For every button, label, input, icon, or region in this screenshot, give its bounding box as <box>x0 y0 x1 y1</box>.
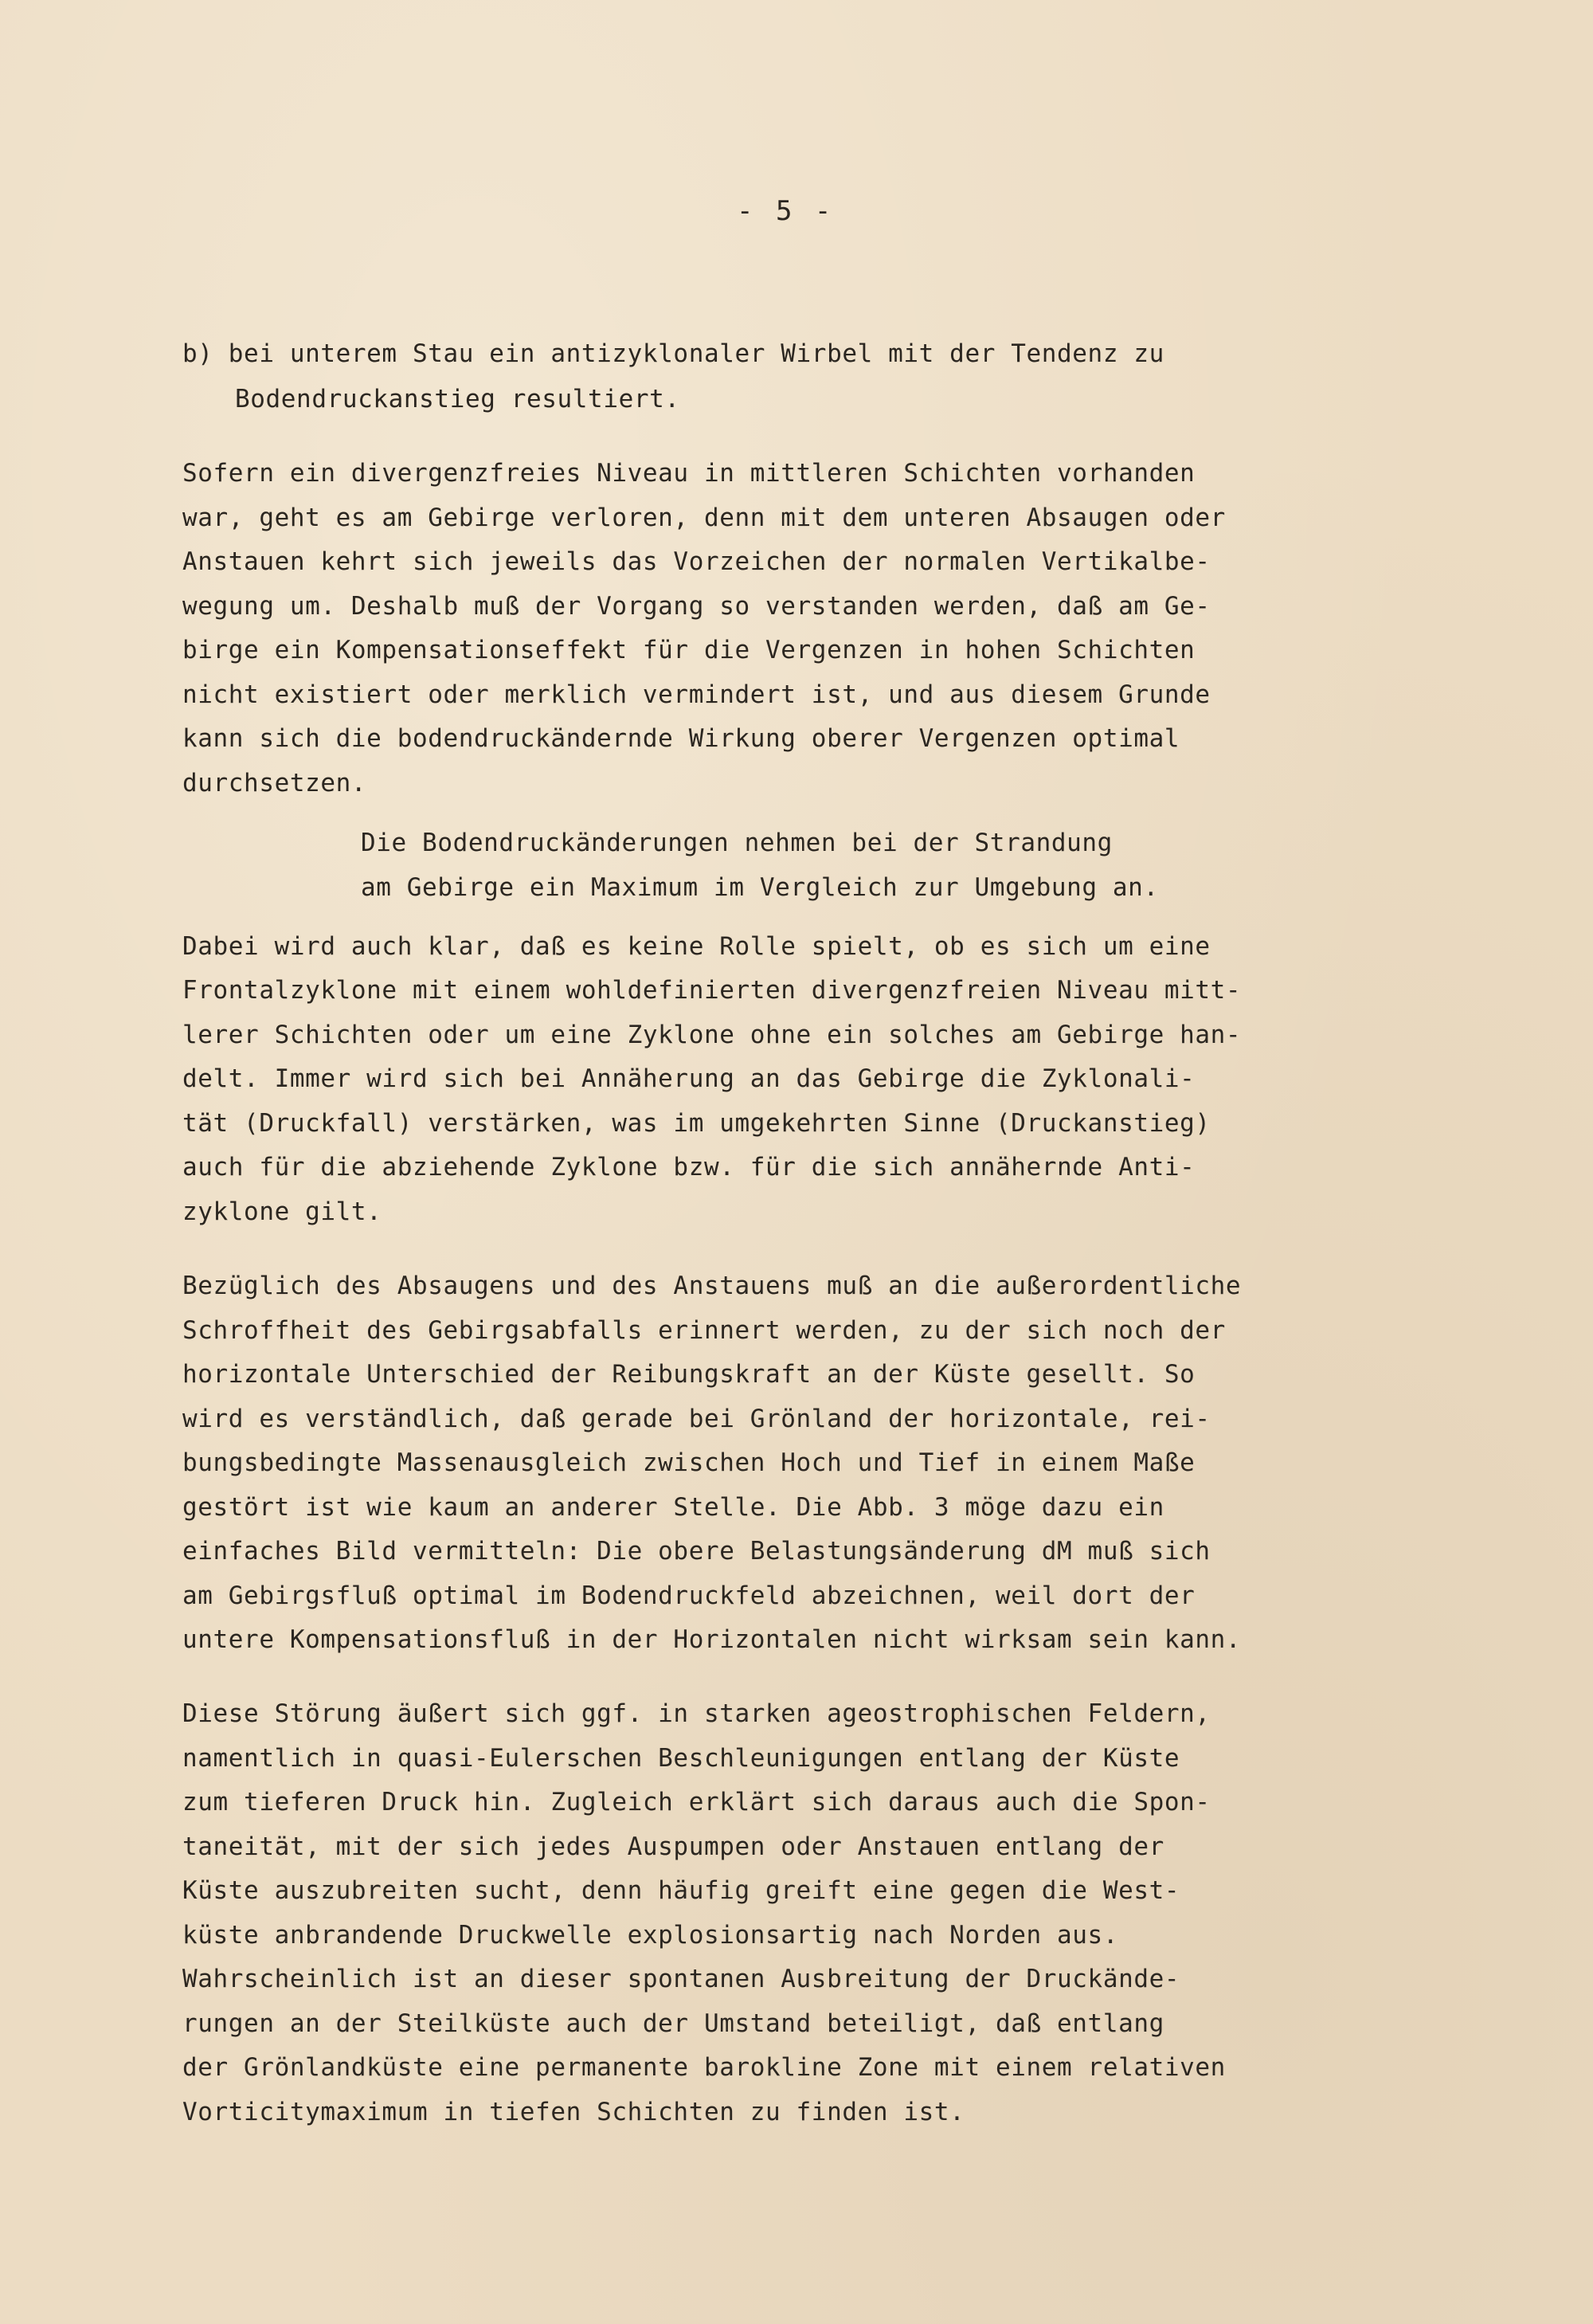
text-line: am Gebirge ein Maximum im Vergleich zur Umgebung an. <box>361 873 1159 902</box>
text-line: kann sich die bodendruckändernde Wirkung oberer Vergenzen optimal <box>182 724 1180 753</box>
text-line: einfaches Bild vermitteln: Die obere Belastungsänderung dM muß sich <box>182 1537 1211 1566</box>
text-line: delt. Immer wird sich bei Annäherung an das Gebirge die Zyklonali- <box>182 1064 1196 1093</box>
text-line: rungen an der Steilküste auch der Umstand beteiligt, daß entlang <box>182 2009 1164 2038</box>
text-line: tät (Druckfall) verstärken, was im umgekehrten Sinne (Druckanstieg) <box>182 1109 1211 1138</box>
text-line: Diese Störung äußert sich ggf. in starken ageostrophischen Feldern, <box>182 1699 1211 1728</box>
text-line: Bezüglich des Absaugens und des Anstauens muß an die außerordentliche <box>182 1272 1242 1300</box>
text-line: lerer Schichten oder um eine Zyklone ohne ein solches am Gebirge han- <box>182 1021 1242 1049</box>
text-line: küste anbrandende Druckwelle explosionsartig nach Norden aus. <box>182 1921 1119 1950</box>
text-line: taneität, mit der sich jedes Auspumpen oder Anstauen entlang der <box>182 1832 1164 1861</box>
text-line: Dabei wird auch klar, daß es keine Rolle spielt, ob es sich um eine <box>182 932 1211 961</box>
text-line: Bodendruckanstieg resultiert. <box>235 385 680 413</box>
text-line: war, geht es am Gebirge verloren, denn mit dem unteren Absaugen oder <box>182 504 1226 532</box>
text-line: nicht existiert oder merklich vermindert ist, und aus diesem Grunde <box>182 680 1211 709</box>
text-line: Vorticitymaximum in tiefen Schichten zu finden ist. <box>182 2098 965 2126</box>
text-line: Die Bodendruckänderungen nehmen bei der Strandung <box>361 829 1113 857</box>
text-line: auch für die abziehende Zyklone bzw. für die sich annähernde Anti- <box>182 1153 1196 1182</box>
text-line: untere Kompensationsfluß in der Horizontalen nicht wirksam sein kann. <box>182 1625 1242 1654</box>
page-number: - 5 - <box>737 195 835 227</box>
text-line: wegung um. Deshalb muß der Vorgang so verstanden werden, daß am Ge- <box>182 592 1211 621</box>
text-line: birge ein Kompensationseffekt für die Vergenzen in hohen Schichten <box>182 636 1196 664</box>
text-line: Schroffheit des Gebirgsabfalls erinnert werden, zu der sich noch der <box>182 1316 1226 1345</box>
text-line: wird es verständlich, daß gerade bei Grönland der horizontale, rei- <box>182 1405 1211 1433</box>
text-line: am Gebirgsfluß optimal im Bodendruckfeld abzeichnen, weil dort der <box>182 1581 1196 1610</box>
text-line: Frontalzyklone mit einem wohldefinierten divergenzfreien Niveau mitt- <box>182 976 1242 1005</box>
text-line: der Grönlandküste eine permanente barokline Zone mit einem relativen <box>182 2053 1226 2082</box>
text-line: Wahrscheinlich ist an dieser spontanen Ausbreitung der Druckände- <box>182 1965 1180 1993</box>
text-line: zum tieferen Druck hin. Zugleich erklärt sich daraus auch die Spon- <box>182 1788 1211 1816</box>
text-line: Küste auszubreiten sucht, denn häufig greift eine gegen die West- <box>182 1876 1180 1905</box>
text-line: namentlich in quasi-Eulerschen Beschleunigungen entlang der Küste <box>182 1744 1180 1773</box>
text-line: zyklone gilt. <box>182 1197 382 1226</box>
text-line: gestört ist wie kaum an anderer Stelle. Die Abb. 3 möge dazu ein <box>182 1493 1164 1522</box>
text-line: Sofern ein divergenzfreies Niveau in mittleren Schichten vorhanden <box>182 459 1196 488</box>
text-line: durchsetzen. <box>182 769 367 798</box>
text-line: horizontale Unterschied der Reibungskraft an der Küste gesellt. So <box>182 1360 1196 1389</box>
text-line: Anstauen kehrt sich jeweils das Vorzeichen der normalen Vertikalbe- <box>182 547 1211 576</box>
text-line: b) bei unterem Stau ein antizyklonaler Wirbel mit der Tendenz zu <box>182 339 1164 368</box>
text-line: bungsbedingte Massenausgleich zwischen Hoch und Tief in einem Maße <box>182 1448 1196 1477</box>
